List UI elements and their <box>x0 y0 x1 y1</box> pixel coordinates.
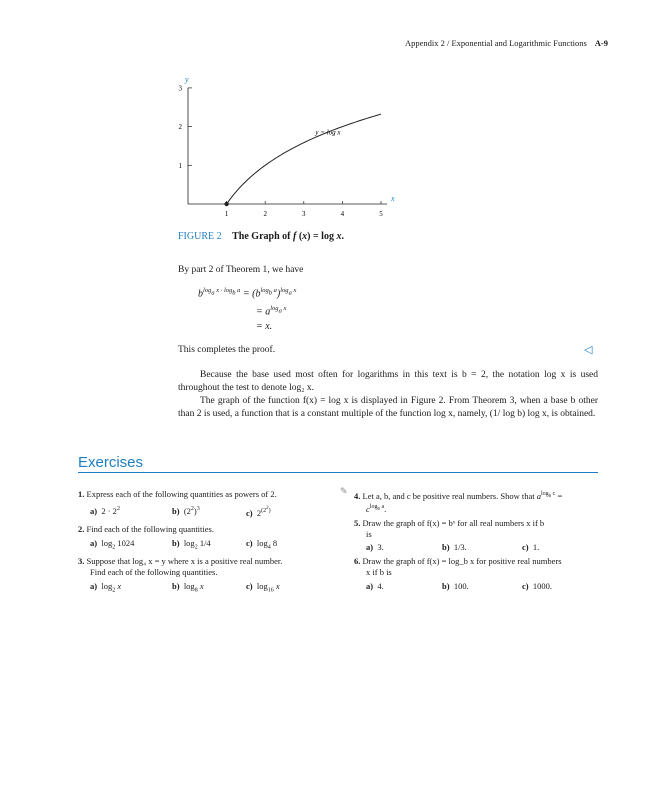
left-column <box>78 489 338 500</box>
exercises-heading: Exercises <box>78 454 144 471</box>
ex5-a: a) 3. <box>366 542 384 552</box>
ex2-a: a) $\log_2 1024$ <box>90 538 135 551</box>
exercise-1: 1. Express each of the following quantities as powers of 2. <box>78 489 277 499</box>
y-axis-label: y <box>185 74 189 84</box>
log-curve <box>227 114 381 204</box>
x-tick-label: 5 <box>379 210 383 218</box>
curve-label: y = log x <box>315 128 341 137</box>
conclusion-text: This completes the proof. <box>178 345 276 355</box>
log-graph <box>150 70 410 220</box>
curve-start-point <box>224 202 228 206</box>
exercise-3-line2: Find each of the following quantities. <box>90 567 218 577</box>
ex3-b: b) $\log_8 x$ <box>172 581 204 594</box>
x-tick-label: 3 <box>302 210 306 218</box>
y-tick-label: 3 <box>178 84 182 93</box>
intro-text: By part 2 of Theorem 1, we have <box>178 265 304 275</box>
paragraph-1: Because the base used most often for logarithms in this text is b = 2, the notation log x is used throughout the test to denote log₂ x. <box>178 370 598 393</box>
exercise-4-line2: $c^{log_b a}$. <box>366 503 387 514</box>
ex6-b: b) 100. <box>442 581 469 591</box>
pen-icon: ✎ <box>340 487 348 497</box>
running-header <box>405 38 608 48</box>
exercise-6-line2: x if b is <box>366 567 392 577</box>
equation-line-2: = $a^{log_a x}$ <box>256 305 287 318</box>
header-title: Appendix 2 / Exponential and Logarithmic Functions <box>404 38 587 48</box>
equation-line-3: = x. <box>256 321 273 332</box>
exercises-rule <box>78 472 598 473</box>
exercise-4: 4. Let a, b, and c be positive real numbers. Show that $a^{log_b c}$ = <box>354 490 563 501</box>
ex6-a: a) 4. <box>366 581 384 591</box>
figure-title: The Graph of f (x) = log x. <box>232 231 344 242</box>
figure-caption <box>178 231 344 242</box>
x-tick-label: 4 <box>340 210 345 218</box>
end-of-proof-icon: ◁ <box>584 344 593 356</box>
figure-label: FIGURE 2 <box>178 231 222 242</box>
paragraph-2: The graph of the function f(x) = log x is displayed in Figure 2. From Theorem 3, when a base b other than 2 is used, a function that is a constant multiple of the function log x, namely, (1/ log b) log x, is obtained. <box>178 396 598 419</box>
y-tick-label: 1 <box>178 161 182 170</box>
y-tick-label: 2 <box>178 123 182 132</box>
ex2-b: b) $\log_2 1/4$ <box>172 538 211 551</box>
equation-line-1: $b^{log_a x \cdot log_b a} = (b^{log_b a})^{log_a x}$ <box>198 287 297 300</box>
ex2-c: c) $\log_4 8$ <box>246 538 278 551</box>
page-number: A-9 <box>594 38 608 48</box>
exercise-2: 2. Find each of the following quantities. <box>78 524 214 534</box>
exercise-3: 3. Suppose that log₄ x = y where x is a positive real number. <box>78 556 283 566</box>
ex3-a: a) $\log_2 x$ <box>90 581 122 594</box>
x-axis-label: x <box>391 194 395 203</box>
x-tick-label: 1 <box>224 210 229 218</box>
ex5-b: b) 1/3. <box>442 542 467 552</box>
ex1-a: a) $2 \cdot 2^2$ <box>90 506 120 516</box>
x-tick-label: 2 <box>263 210 267 218</box>
ex5-c: c) 1. <box>522 542 540 552</box>
ex3-c: c) $\log_{16} x$ <box>246 581 280 594</box>
exercise-5: 5. Draw the graph of f(x) = bˣ for all real numbers x if b <box>354 518 545 528</box>
ex6-c: c) 1000. <box>522 581 552 591</box>
ex1-c: c) 2$^{(2^2)}$ <box>246 506 271 518</box>
ex1-b: b) $(2^2)^3$ <box>172 506 200 516</box>
exercise-5-line2: is <box>366 529 372 539</box>
exercise-6: 6. Draw the graph of f(x) = log_b x for positive real numbers <box>354 556 562 566</box>
